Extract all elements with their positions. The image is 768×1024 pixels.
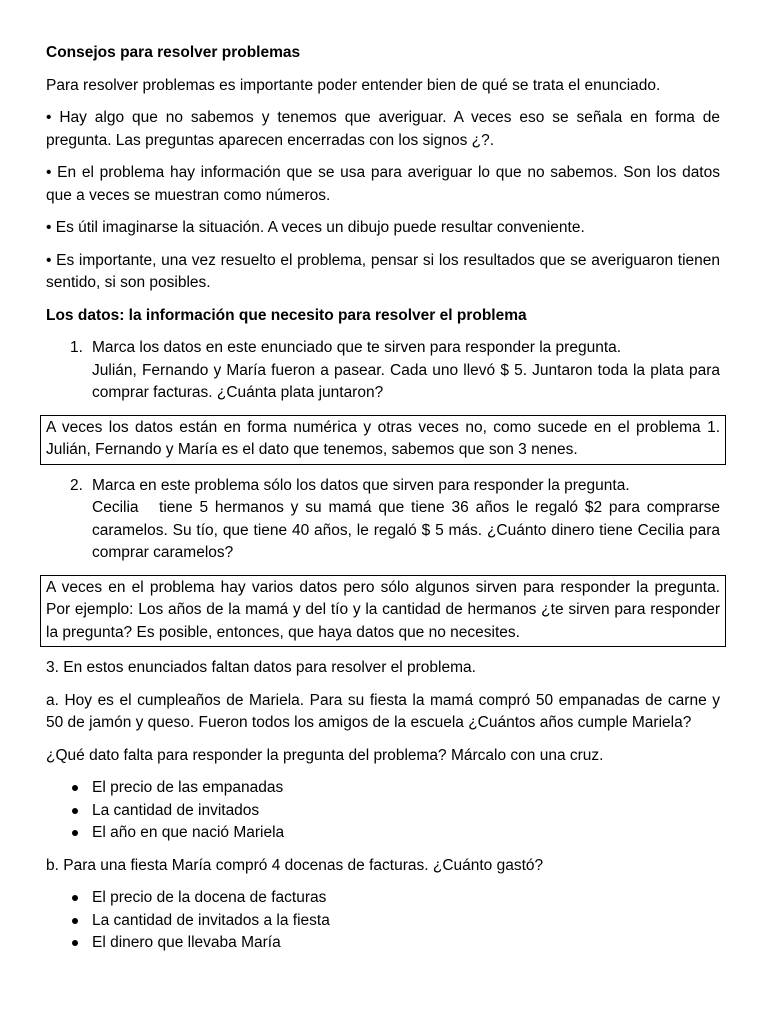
note-box-1: A veces los datos están en forma numérica y otras veces no, como sucede en el problema 1. Julián, Fernando y María es el dato que tenemos, sabemos que son 3 nenes. <box>40 415 726 465</box>
exercise-2-text: Cecilia tiene 5 hermanos y su mamá que tiene 36 años le regaló $2 para comprarse caramelos. Su tío, que tiene 40 años, le regaló $ 5 más. ¿Cuánto dinero tiene Cecilia para comprar caramelos? <box>92 499 725 561</box>
exercise-1-text: Julián, Fernando y María fueron a pasear. Cada uno llevó $ 5. Juntaron toda la plata para comprar facturas. ¿Cuánta plata juntaron? <box>92 361 720 401</box>
exercise-1-instruction: Marca los datos en este enunciado que te sirven para responder la pregunta. <box>92 339 622 356</box>
bullet-icon <box>46 800 92 823</box>
list-item: La cantidad de invitados a la fiesta <box>46 910 720 933</box>
exercise-3b-text: b. Para una fiesta María compró 4 docenas de facturas. ¿Cuánto gastó? <box>46 856 544 874</box>
bullet-icon <box>46 777 92 800</box>
document-content <box>46 42 725 965</box>
tip-3: • Es útil imaginarse la situación. A veces un dibujo puede resultar conveniente. <box>46 219 585 236</box>
exercise-2-instruction: Marca en este problema sólo los datos que sirven para responder la pregunta. <box>92 476 630 494</box>
section-title-datos: Los datos: la información que necesito para resolver el problema <box>46 306 527 324</box>
list-item: El precio de las empanadas <box>46 777 720 800</box>
exercise-2-body <box>92 475 725 565</box>
exercise-3-intro: 3. En estos enunciados faltan datos para resolver el problema. <box>46 659 476 676</box>
exercise-3b-options <box>46 887 720 955</box>
tip-2: • En el problema hay información que se usa para averiguar lo que no sabemos. Son los datos que a veces se muestran como números. <box>46 164 720 204</box>
list-item: El año en que nació Mariela <box>46 822 720 845</box>
exercise-2-number: 2. <box>70 476 83 494</box>
exercise-2 <box>46 475 725 565</box>
tip-4: • Es importante, una vez resuelto el problema, pensar si los resultados que se averiguaron tienen sentido, si son posibles. <box>46 251 720 291</box>
exercise-1-number: 1. <box>70 339 83 356</box>
exercise-1 <box>46 337 720 405</box>
bullet-icon <box>46 932 92 955</box>
exercise-1-body <box>92 337 720 405</box>
intro-paragraph: Para resolver problemas es importante poder entender bien de qué se trata el enunciado. <box>46 76 661 94</box>
bullet-icon <box>46 887 92 910</box>
list-item: La cantidad de invitados <box>46 800 720 823</box>
list-item: El precio de la docena de facturas <box>46 887 720 910</box>
exercise-1-item <box>46 337 720 405</box>
exercise-2-item <box>46 475 725 565</box>
exercise-3a-options <box>46 777 720 845</box>
note-box-2: A veces en el problema hay varios datos pero sólo algunos sirven para responder la pregunta. Por ejemplo: Los años de la mamá y del tío y la cantidad de hermanos ¿te sirven para responder la pregunta? Es posible, entonces, que haya datos que no necesites. <box>40 575 726 648</box>
list-item: El dinero que llevaba María <box>46 932 720 955</box>
exercise-3a-text: a. Hoy es el cumpleaños de Mariela. Para su fiesta la mamá compró 50 empanadas de carne y 50 de jamón y queso. Fueron todos los amigos de la escuela ¿Cuántos años cumple Mariela? <box>46 691 720 731</box>
document-title: Consejos para resolver problemas <box>46 44 301 61</box>
exercise-3-question: ¿Qué dato falta para responder la pregunta del problema? Márcalo con una cruz. <box>46 746 604 764</box>
bullet-icon <box>46 822 92 845</box>
bullet-icon <box>46 910 92 933</box>
tip-1: • Hay algo que no sabemos y tenemos que averiguar. A veces eso se señala en forma de pregunta. Las preguntas aparecen encerradas con los signos ¿?. <box>46 109 720 149</box>
